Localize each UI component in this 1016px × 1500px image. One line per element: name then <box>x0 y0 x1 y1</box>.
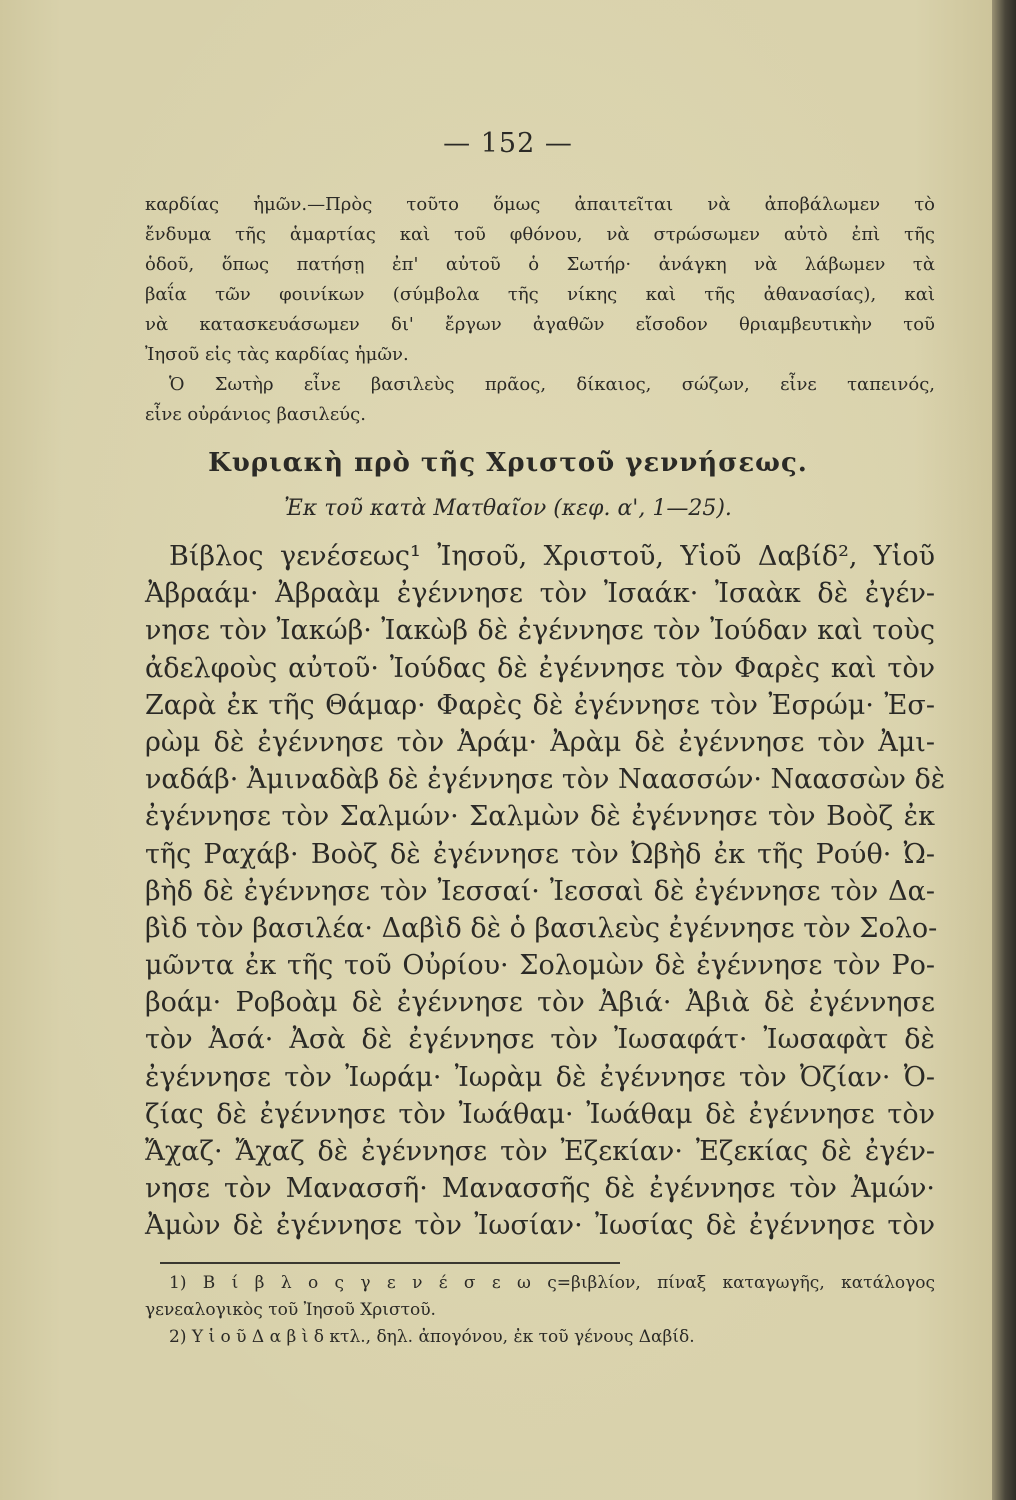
text-line: ὁδοῦ, ὅπως πατήσῃ ἐπ' αὐτοῦ ὁ Σωτήρ· ἀνάγκη νὰ λάβωμεν τὰ <box>145 254 935 275</box>
text-line: Ἄχαζ· Ἄχαζ δὲ ἐγέννησε τὸν Ἐζεκίαν· Ἐζεκίας δὲ ἐγέν- <box>145 1136 935 1167</box>
text-line: βοάμ· Ροβοὰμ δὲ ἐγέννησε τὸν Ἀβιά· Ἀβιὰ δὲ ἐγέννησε <box>145 987 935 1019</box>
footnote-rule <box>160 1262 620 1264</box>
section-subheading: Ἐκ τοῦ κατὰ Ματθαῖον (κεφ. α', 1—25). <box>284 496 732 521</box>
top-paragraph <box>145 190 935 370</box>
text-line: ζίας δὲ ἐγέννησε τὸν Ἰωάθαμ· Ἰωάθαμ δὲ ἐγέννησε τὸν <box>145 1098 935 1130</box>
text-line: Βίβλος γενέσεως¹ Ἰησοῦ, Χριστοῦ, Υἱοῦ Δαβίδ², Υἱοῦ <box>169 541 935 572</box>
text-line: ἔνδυμα τῆς ἁμαρτίας καὶ τοῦ φθόνου, νὰ στρώσωμεν αὐτὸ ἐπὶ τῆς <box>145 224 935 245</box>
text-line: τῆς Ραχάβ· Βοὸζ δὲ ἐγέννησε τὸν Ὠβὴδ ἐκ τῆς Ρούθ· Ὠ- <box>145 838 935 870</box>
book-spine-shadow <box>992 0 1016 1500</box>
text-line: ἐγέννησε τὸν Σαλμών· Σαλμὼν δὲ ἐγέννησε τὸν Βοὸζ ἐκ <box>145 801 935 833</box>
text-line: Ἰησοῦ εἰς τὰς καρδίας ἡμῶν. <box>145 344 409 365</box>
text-line: βὴδ δὲ ἐγέννησε τὸν Ἰεσσαί· Ἰεσσαὶ δὲ ἐγέννησε τὸν Δα- <box>145 875 935 907</box>
footnote-line: 2) Υ ἱ ο ῦ Δ α β ὶ δ κτλ., δηλ. ἀπογόνου, ἐκ τοῦ γένους Δαβίδ. <box>169 1327 695 1347</box>
text-line: βὶδ τὸν βασιλέα· Δαβὶδ δὲ ὁ βασιλεὺς ἐγέννησε τὸν Σολο- <box>145 912 938 944</box>
text-line: Ὁ Σωτὴρ εἶνε βασιλεὺς πρᾶος, δίκαιος, σώζων, εἶνε ταπεινός, <box>169 374 935 395</box>
text-line: Ἀβραάμ· Ἀβραὰμ ἐγέννησε τὸν Ἰσαάκ· Ἰσαὰκ δὲ ἐγέν- <box>145 578 935 610</box>
text-line: Ἀμὼν δὲ ἐγέννησε τὸν Ἰωσίαν· Ἰωσίας δὲ ἐγέννησε τὸν <box>145 1210 935 1242</box>
text-line: μῶντα ἐκ τῆς τοῦ Οὐρίου· Σολομὼν δὲ ἐγέννησε τὸν Ρο- <box>145 950 935 982</box>
main-text <box>145 538 946 1245</box>
text-line: ἀδελφοὺς αὐτοῦ· Ἰούδας δὲ ἐγέννησε τὸν Φαρὲς καὶ τὸν <box>145 652 935 684</box>
text-line: νησε τὸν Μανασσῆ· Μανασσῆς δὲ ἐγέννησε τὸν Ἀμών· <box>145 1173 935 1205</box>
text-line: νησε τὸν Ἰακώβ· Ἰακὼβ δὲ ἐγέννησε τὸν Ἰούδαν καὶ τοὺς <box>145 615 935 647</box>
page-number: — 152 — <box>443 128 573 159</box>
text-line: Ζαρὰ ἐκ τῆς Θάμαρ· Φαρὲς δὲ ἐγέννησε τὸν Ἐσρώμ· Ἐσ- <box>145 689 935 721</box>
text-line: τὸν Ἀσά· Ἀσὰ δὲ ἐγέννησε τὸν Ἰωσαφάτ· Ἰωσαφὰτ δὲ <box>145 1024 935 1056</box>
text-line: ναδάβ· Ἀμιναδὰβ δὲ ἐγέννησε τὸν Ναασσών· Ναασσὼν δὲ <box>145 764 946 796</box>
section-heading: Κυριακὴ πρὸ τῆς Χριστοῦ γεννήσεως. <box>208 448 808 478</box>
text-line: καρδίας ἡμῶν.—Πρὸς τοῦτο ὅμως ἀπαιτεῖται νὰ ἀποβάλωμεν τὸ <box>145 194 935 215</box>
second-paragraph <box>145 370 935 430</box>
text-line: ἐγέννησε τὸν Ἰωράμ· Ἰωρὰμ δὲ ἐγέννησε τὸν Ὀζίαν· Ὀ- <box>145 1061 935 1093</box>
footnote-line: 1) Β ί β λ ο ς γ ε ν έ σ ε ω ς=βιβλίον, πίναξ καταγωγῆς, κατάλογος <box>169 1273 935 1293</box>
text-line: βαΐα τῶν φοινίκων (σύμβολα τῆς νίκης καὶ τῆς ἀθανασίας), καὶ <box>145 284 935 305</box>
text-line: ρὼμ δὲ ἐγέννησε τὸν Ἀράμ· Ἀρὰμ δὲ ἐγέννησε τὸν Ἀμι- <box>145 726 935 758</box>
footnote-line: γενεαλογικὸς τοῦ Ἰησοῦ Χριστοῦ. <box>145 1300 436 1320</box>
text-line: εἶνε οὐράνιος βασιλεύς. <box>145 404 366 425</box>
text-line: νὰ κατασκευάσωμεν δι' ἔργων ἀγαθῶν εἴσοδον θριαμβευτικὴν τοῦ <box>145 314 935 335</box>
footnotes <box>145 1270 935 1351</box>
